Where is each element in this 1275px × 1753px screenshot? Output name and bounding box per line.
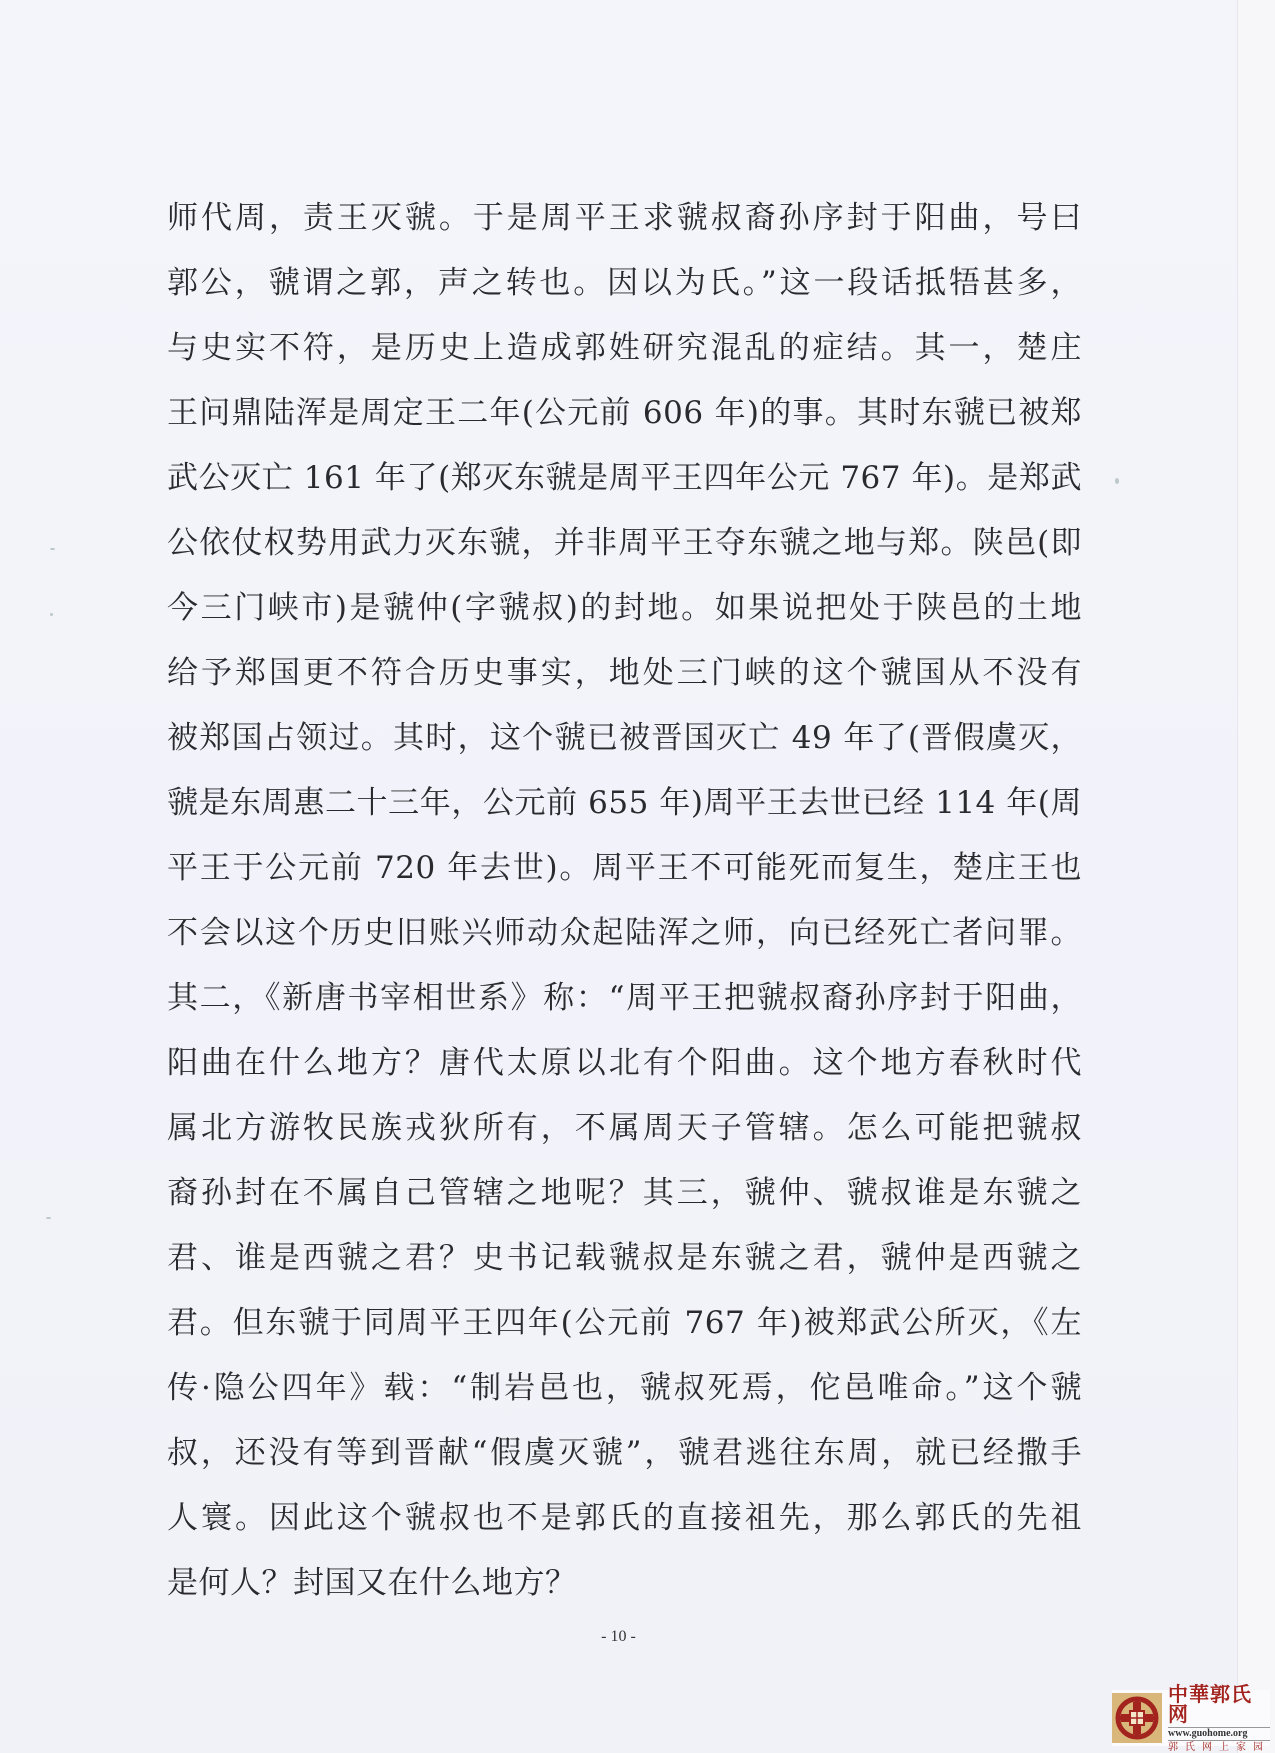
cross-knot-emblem-icon [1112, 1693, 1162, 1743]
scan-speck [46, 1217, 51, 1219]
site-watermark-logo [1112, 1681, 1270, 1753]
text-line: 是何人？封国又在什么地方？ [167, 1565, 577, 1601]
text-line: 王问鼎陆浑是周定王二年(公元前 606 年)的事。其时东虢已被郑 [167, 395, 1082, 431]
text-line: 平王于公元前 720 年去世)。周平王不可能死而复生，楚庄王也 [167, 850, 1082, 886]
text-line: 公依仗权势用武力灭东虢，并非周平王夺东虢之地与郑。陕邑(即 [167, 525, 1082, 561]
body-text [167, 186, 1082, 1616]
text-line: 其二，《新唐书宰相世系》称：“周平王把虢叔裔孙序封于阳曲， [167, 980, 1082, 1016]
text-line: 郭公，虢谓之郭，声之转也。因以为氏。”这一段话抵牾甚多， [167, 265, 1082, 301]
logo-url: www.guohome.org [1168, 1727, 1270, 1741]
scan-speck [50, 548, 55, 550]
text-line: 武公灭亡 161 年了(郑灭东虢是周平王四年公元 767 年)。是郑武 [167, 460, 1082, 496]
scan-speck [50, 613, 53, 616]
text-line: 阳曲在什么地方？唐代太原以北有个阳曲。这个地方春秋时代 [167, 1045, 1082, 1081]
text-line: 人寰。因此这个虢叔也不是郭氏的直接祖先，那么郭氏的先祖 [167, 1500, 1082, 1536]
logo-title: 中華郭氏网 [1168, 1681, 1252, 1726]
text-line: 被郑国占领过。其时，这个虢已被晋国灭亡 49 年了(晋假虞灭， [167, 720, 1082, 756]
text-line: 与史实不符，是历史上造成郭姓研究混乱的症结。其一，楚庄 [167, 330, 1082, 366]
text-line: 师代周，责王灭虢。于是周平王求虢叔裔孙序封于阳曲，号曰 [167, 200, 1082, 236]
text-line: 虢是东周惠二十三年，公元前 655 年)周平王去世已经 114 年(周 [167, 785, 1082, 821]
scan-edge-strip [1237, 0, 1275, 1753]
text-line: 传·隐公四年》载：“制岩邑也，虢叔死焉，佗邑唯命。”这个虢 [167, 1370, 1082, 1406]
text-line: 裔孙封在不属自己管辖之地呢？其三，虢仲、虢叔谁是东虢之 [167, 1175, 1082, 1211]
scan-speck [1115, 478, 1119, 484]
text-line: 属北方游牧民族戎狄所有，不属周天子管辖。怎么可能把虢叔 [167, 1110, 1082, 1146]
logo-text-group [1168, 1681, 1270, 1753]
text-line: 今三门峡市)是虢仲(字虢叔)的封地。如果说把处于陕邑的土地 [167, 590, 1082, 626]
text-line: 叔，还没有等到晋献“假虞灭虢”，虢君逃往东周，就已经撒手 [167, 1435, 1082, 1471]
page-number: - 10 - [601, 1628, 636, 1645]
text-line: 君。但东虢于同周平王四年(公元前 767 年)被郑武公所灭，《左 [167, 1305, 1082, 1341]
text-line: 给予郑国更不符合历史事实，地处三门峡的这个虢国从不没有 [167, 655, 1082, 691]
text-line: 君、谁是西虢之君？史书记载虢叔是东虢之君，虢仲是西虢之 [167, 1240, 1082, 1276]
logo-subtitle: 郭氏网上家园 [1168, 1741, 1270, 1753]
text-line: 不会以这个历史旧账兴师动众起陆浑之师，向已经死亡者问罪。 [167, 915, 1082, 951]
